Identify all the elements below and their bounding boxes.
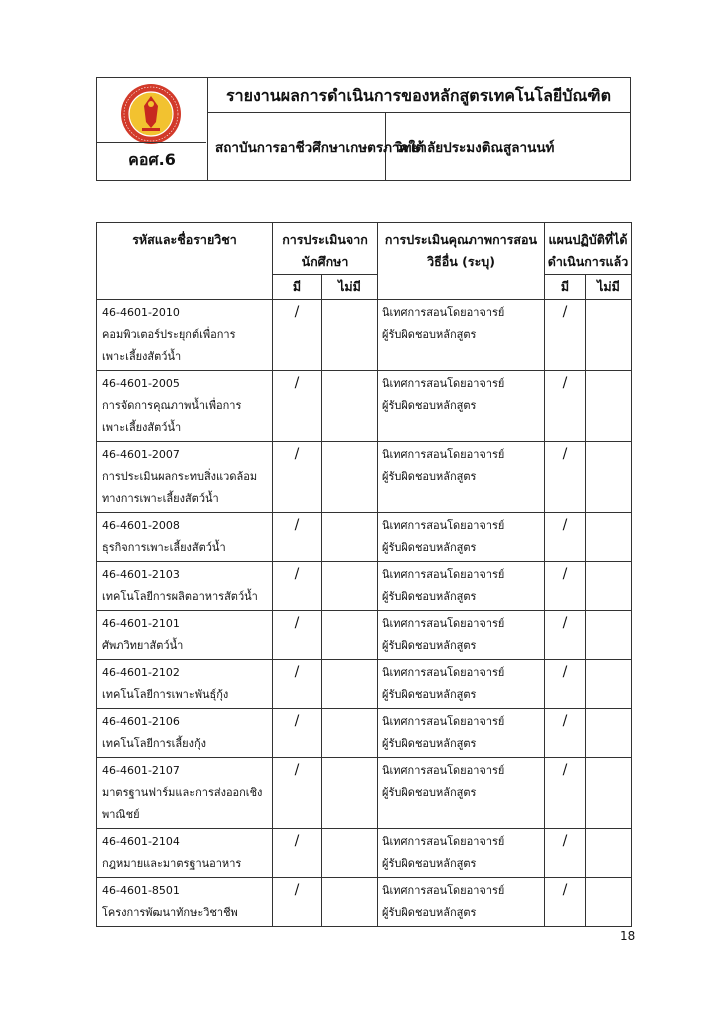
student-eval-has-mark: / [273,758,322,829]
table-row [97,758,632,829]
action-plan-has-not-mark [586,442,632,513]
method-line: นิเทศการสอนโดยอาจารย์ [382,377,505,390]
course-cell [97,562,273,611]
teaching-eval-method [378,300,545,371]
method-line: นิเทศการสอนโดยอาจารย์ [382,448,505,461]
action-plan-has-not-mark [586,660,632,709]
student-eval-has-mark: / [273,562,322,611]
student-eval-has-not-mark [322,878,378,927]
method-line: นิเทศการสอนโดยอาจารย์ [382,884,505,897]
course-code: 46-4601-2103 [102,568,180,581]
action-plan-has-mark: / [545,442,586,513]
page-number: 18 [620,929,636,943]
method-line: นิเทศการสอนโดยอาจารย์ [382,715,505,728]
table-row [97,829,632,878]
course-name-line: เพาะเลี้ยงสัตว์น้ำ [102,421,182,434]
course-name-line: เทคโนโลยีการผลิตอาหารสัตว์น้ำ [102,590,258,603]
student-eval-has-not-mark [322,829,378,878]
action-plan-has-mark: / [545,758,586,829]
action-plan-has-not-mark [586,829,632,878]
action-plan-has-not-mark [586,611,632,660]
student-eval-has-mark: / [273,878,322,927]
course-cell [97,300,273,371]
course-code: 46-4601-2008 [102,519,180,532]
action-plan-has-not-mark [586,878,632,927]
student-eval-has-mark: / [273,709,322,758]
course-cell [97,660,273,709]
teaching-eval-method [378,709,545,758]
col-header-student-eval: การประเมินจากนักศึกษา [273,223,378,275]
col-header-has-not: ไม่มี [322,275,378,300]
teaching-eval-method [378,513,545,562]
student-eval-has-mark: / [273,660,322,709]
col-header-has-not: ไม่มี [586,275,632,300]
course-code: 46-4601-2005 [102,377,180,390]
method-line: นิเทศการสอนโดยอาจารย์ [382,519,505,532]
action-plan-has-not-mark [586,513,632,562]
course-cell [97,371,273,442]
course-cell [97,611,273,660]
action-plan-has-not-mark [586,709,632,758]
action-plan-has-mark: / [545,829,586,878]
method-line: นิเทศการสอนโดยอาจารย์ [382,568,505,581]
table-row [97,513,632,562]
course-name-line: การจัดการคุณภาพน้ำเพื่อการ [102,399,242,412]
course-name-line: กฎหมายและมาตรฐานอาหาร [102,857,242,870]
course-name-line: การประเมินผลกระทบสิ่งแวดล้อม [102,470,258,483]
action-plan-has-mark: / [545,611,586,660]
course-name-line: เทคโนโลยีการเพาะพันธุ์กุ้ง [102,688,229,701]
method-line: นิเทศการสอนโดยอาจารย์ [382,764,505,777]
student-eval-has-mark: / [273,371,322,442]
college-name: วิทยาลัยประมงติณสูลานนท์ [395,140,555,156]
vocational-education-seal-icon [106,82,196,146]
action-plan-has-mark: / [545,300,586,371]
course-code: 46-4601-2102 [102,666,180,679]
action-plan-has-mark: / [545,371,586,442]
method-line: นิเทศการสอนโดยอาจารย์ [382,617,505,630]
method-line: ผู้รับผิดชอบหลักสูตร [382,688,477,701]
student-eval-has-not-mark [322,442,378,513]
method-line: ผู้รับผิดชอบหลักสูตร [382,328,477,341]
header-divider [96,142,206,143]
method-line: ผู้รับผิดชอบหลักสูตร [382,541,477,554]
col-header-teaching-eval: การประเมินคุณภาพการสอนวิธีอื่น (ระบุ) [378,223,545,300]
report-header [96,77,631,181]
col-header-has: มี [273,275,322,300]
student-eval-has-not-mark [322,300,378,371]
course-cell [97,758,273,829]
method-line: ผู้รับผิดชอบหลักสูตร [382,737,477,750]
student-eval-has-not-mark [322,513,378,562]
teaching-eval-method [378,371,545,442]
course-name-line: เพาะเลี้ยงสัตว์น้ำ [102,350,182,363]
action-plan-has-mark: / [545,878,586,927]
table-row [97,611,632,660]
col-header-action-plan: แผนปฏิบัติที่ได้ดำเนินการแล้ว [545,223,632,275]
action-plan-has-mark: / [545,660,586,709]
table-row [97,709,632,758]
action-plan-has-not-mark [586,562,632,611]
student-eval-has-not-mark [322,371,378,442]
table-row [97,878,632,927]
table-row [97,442,632,513]
course-code: 46-4601-2107 [102,764,180,777]
course-name-line: เทคโนโลยีการเลี้ยงกุ้ง [102,737,206,750]
course-cell [97,829,273,878]
student-eval-has-mark: / [273,829,322,878]
student-eval-has-not-mark [322,660,378,709]
course-cell [97,513,273,562]
course-cell [97,442,273,513]
method-line: ผู้รับผิดชอบหลักสูตร [382,470,477,483]
action-plan-has-mark: / [545,513,586,562]
course-code: 46-4601-2010 [102,306,180,319]
course-name-line: พาณิชย์ [102,808,140,821]
teaching-eval-method [378,758,545,829]
student-eval-has-not-mark [322,758,378,829]
action-plan-has-not-mark [586,371,632,442]
teaching-eval-method [378,562,545,611]
method-line: ผู้รับผิดชอบหลักสูตร [382,399,477,412]
teaching-eval-method [378,829,545,878]
teaching-eval-method [378,878,545,927]
course-name-line: ธุรกิจการเพาะเลี้ยงสัตว์น้ำ [102,541,226,554]
method-line: ผู้รับผิดชอบหลักสูตร [382,906,477,919]
action-plan-has-mark: / [545,562,586,611]
course-code: 46-4601-2104 [102,835,180,848]
method-line: ผู้รับผิดชอบหลักสูตร [382,590,477,603]
col-header-course: รหัสและชื่อรายวิชา [97,223,273,300]
course-name-line: คอมพิวเตอร์ประยุกต์เพื่อการ [102,328,236,341]
method-line: ผู้รับผิดชอบหลักสูตร [382,786,477,799]
course-name-line: โครงการพัฒนาทักษะวิชาชีพ [102,906,238,919]
course-name-line: ศัพภวิทยาสัตว์น้ำ [102,639,184,652]
form-code: คอศ.6 [128,150,176,169]
course-code: 46-4601-2101 [102,617,180,630]
course-cell [97,878,273,927]
course-code: 46-4601-2106 [102,715,180,728]
teaching-eval-method [378,660,545,709]
action-plan-has-not-mark [586,758,632,829]
student-eval-has-not-mark [322,709,378,758]
method-line: นิเทศการสอนโดยอาจารย์ [382,306,505,319]
method-line: ผู้รับผิดชอบหลักสูตร [382,857,477,870]
table-row [97,660,632,709]
method-line: นิเทศการสอนโดยอาจารย์ [382,666,505,679]
col-header-has: มี [545,275,586,300]
student-eval-has-not-mark [322,611,378,660]
action-plan-has-mark: / [545,709,586,758]
course-name-line: ทางการเพาะเลี้ยงสัตว์น้ำ [102,492,219,505]
table-row [97,300,632,371]
report-title: รายงานผลการดำเนินการของหลักสูตรเทคโนโลยีบัณฑิต [226,86,611,105]
method-line: ผู้รับผิดชอบหลักสูตร [382,639,477,652]
student-eval-has-not-mark [322,562,378,611]
student-eval-has-mark: / [273,442,322,513]
course-name-line: มาตรฐานฟาร์มและการส่งออกเชิง [102,786,263,799]
institute-name: สถาบันการอาชีวศึกษาเกษตรภาคใต้ [215,140,425,156]
table-row [97,562,632,611]
student-eval-has-mark: / [273,300,322,371]
course-evaluation-table [96,222,632,927]
course-code: 46-4601-2007 [102,448,180,461]
table-row [97,371,632,442]
course-cell [97,709,273,758]
method-line: นิเทศการสอนโดยอาจารย์ [382,835,505,848]
student-eval-has-mark: / [273,513,322,562]
action-plan-has-not-mark [586,300,632,371]
course-code: 46-4601-8501 [102,884,180,897]
teaching-eval-method [378,442,545,513]
teaching-eval-method [378,611,545,660]
student-eval-has-mark: / [273,611,322,660]
header-divider [207,112,630,113]
